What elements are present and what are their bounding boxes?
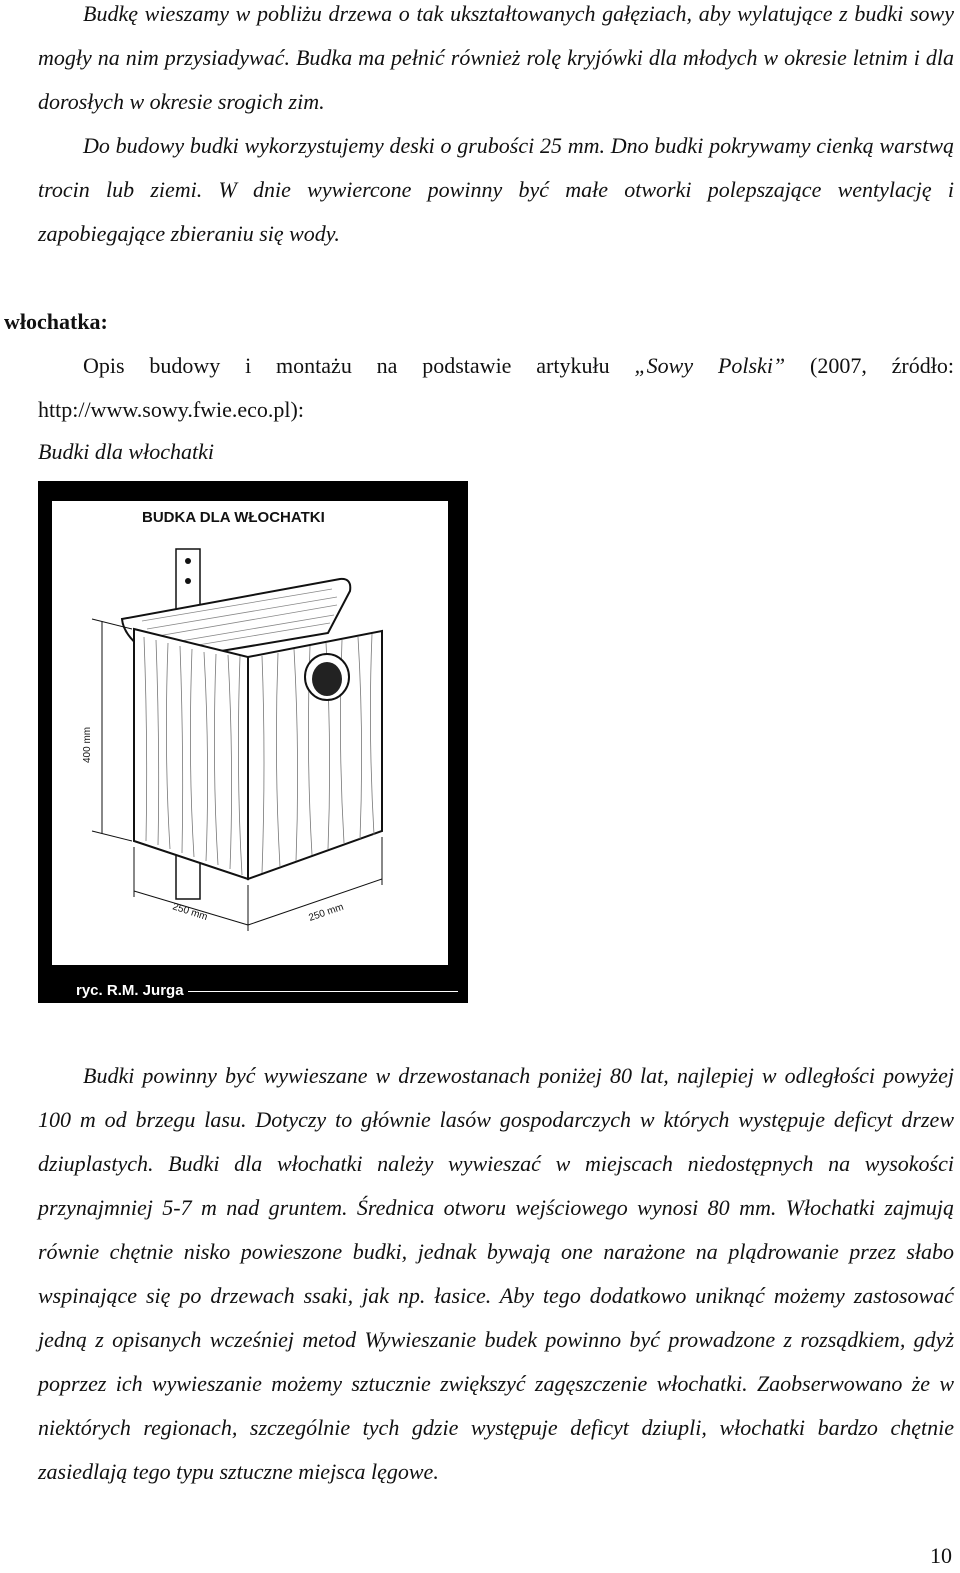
figure-drawing-area bbox=[52, 501, 448, 965]
figure-title: BUDKA DLA WŁOCHATKI bbox=[142, 509, 325, 526]
post-screw-top bbox=[185, 558, 191, 564]
entrance-hole bbox=[312, 662, 342, 696]
figure-caption: ryc. R.M. Jurga bbox=[72, 982, 188, 999]
source-lead: Opis budowy i montażu na podstawie artykułu bbox=[83, 353, 635, 378]
page-number: 10 bbox=[930, 1543, 952, 1568]
height-dimension-label: 400 mm bbox=[82, 726, 93, 763]
section-heading: włochatka: bbox=[4, 309, 108, 334]
figure-subheading: Budki dla włochatki bbox=[38, 439, 214, 464]
construction-paragraph: Do budowy budki wykorzystujemy deski o grubości 25 mm. Dno budki pokrywamy cienką warstwą trocin lub ziemi. W dnie wywiercone powinny być małe otworki polepszające wentylację i zapobiegające zbieraniu się wody. bbox=[38, 133, 954, 246]
width-dimension-left-label: 250 mm bbox=[171, 901, 209, 924]
post-screw-mid bbox=[185, 578, 191, 584]
nest-box-figure bbox=[38, 481, 468, 1003]
width-dimension-right-label: 250 mm bbox=[307, 901, 346, 924]
caption-rule bbox=[178, 991, 458, 992]
body-paragraph: Budki powinny być wywieszane w drzewostanach poniżej 80 lat, najlepiej w odległości powyżej 100 m od brzegu lasu. Dotyczy to głównie lasów gospodarczych w których występuje deficyt drzew dziuplastych. Budki dla włochatki należy wywieszać w miejscach niedostępnych na wysokości przynajmniej 5-7 m nad gruntem. Średnica otworu wejściowego wynosi 80 mm. Włochatki zajmują równie chętnie nisko powieszone budki, jednak bywają one narażone na plądrowanie przez słabo wspinające się po drzewach ssaki, jak np. łasice. Aby tego dodatkowo uniknąć możemy zastosować jedną z opisanych wcześniej metod Wywieszanie budek powinno być prowadzone z rozsądkiem, gdyż poprzez ich wywieszanie możemy sztucznie zwiększyć zagęszczenie włochatki. Zaobserwowano że w niektórych regionach, szczególnie tych gdzie występuje deficyt dziupli, włochatki bardzo chętnie zasiedlają tego typu sztuczne miejsca lęgowe. bbox=[38, 1063, 954, 1484]
source-title: „Sowy Polski” bbox=[634, 353, 786, 378]
intro-paragraph: Budkę wieszamy w pobliżu drzewa o tak ukształtowanych gałęziach, aby wylatujące z budki sowy mogły na nim przysiadywać. Budka ma pełnić również rolę kryjówki dla młodych w okresie letnim i dla dorosłych w okresie srogich zim. bbox=[38, 1, 954, 114]
height-dimension bbox=[92, 619, 132, 841]
source-tail: (2007, źródło: http://www.sowy.fwie.eco.pl): bbox=[38, 353, 954, 422]
nest-box-illustration bbox=[52, 501, 448, 965]
source-paragraph bbox=[38, 344, 954, 432]
